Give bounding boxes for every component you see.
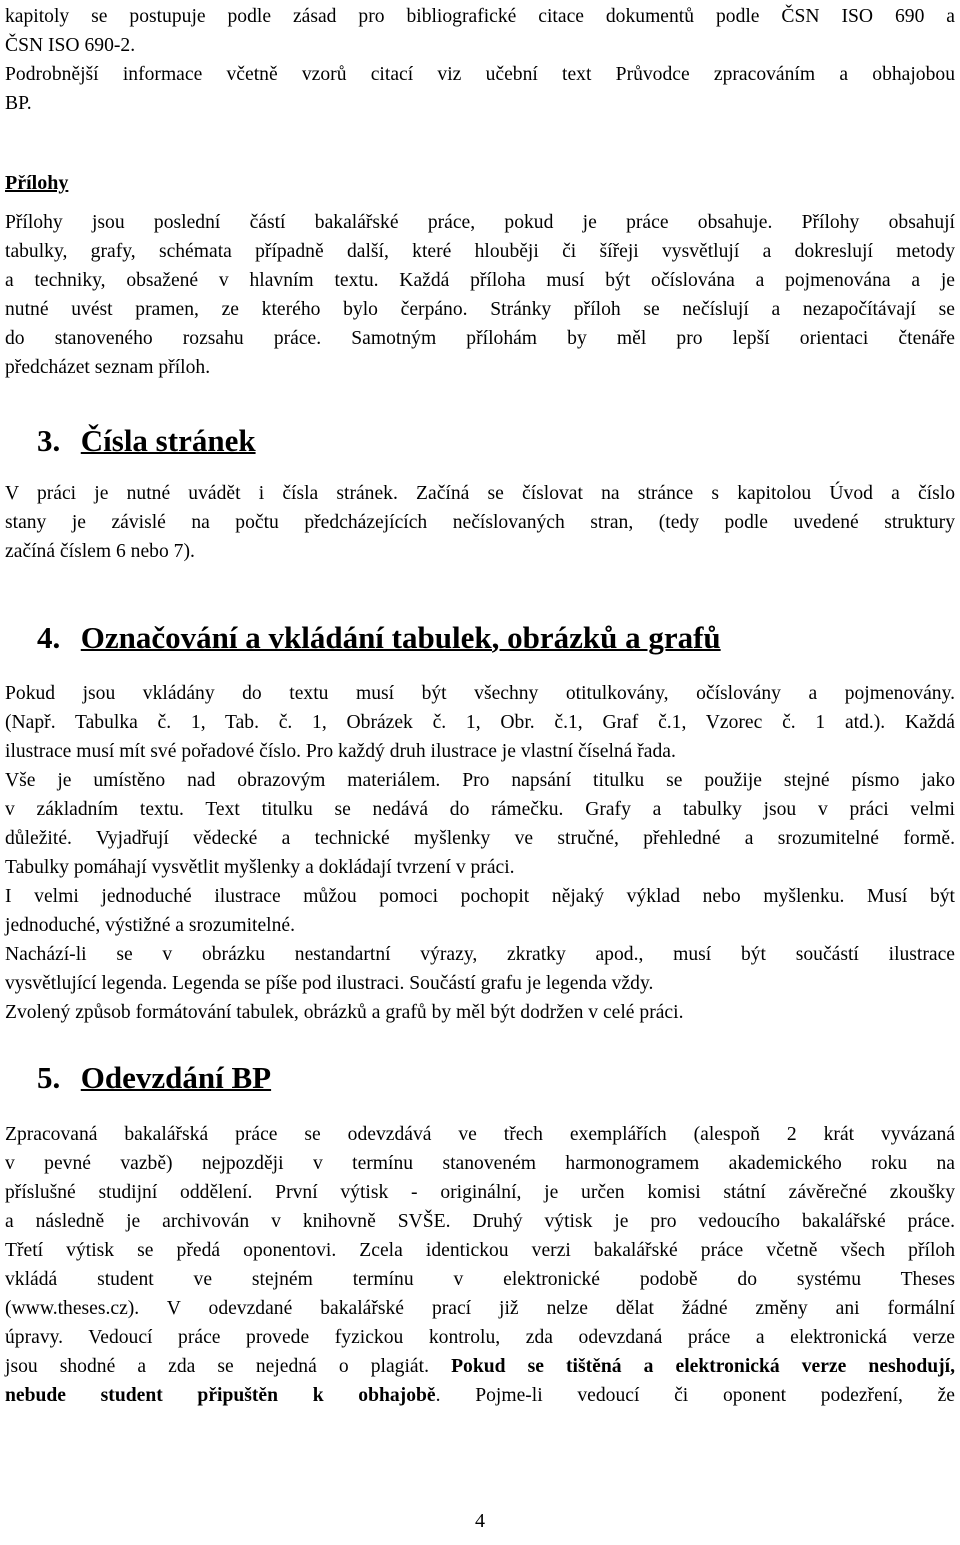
text-line: vysvětlující legenda. Legenda se píše pod ilustraci. Součástí grafu je legenda vždy. [5,973,654,994]
section-number: 5. [37,1060,61,1095]
text-line: Zvolený způsob formátování tabulek, obrázků a grafů by měl být dodržen v celé práci. [5,1002,684,1023]
text-line: začíná číslem 6 nebo 7). [5,541,195,562]
text-line: v pevné vazbě) nejpozději v termínu stanoveném harmonogramem akademického roku na [5,1153,955,1174]
intro-paragraph [5,2,955,118]
text-line: I velmi jednoduché ilustrace můžou pomoci pochopit nějaký výklad nebo myšlenku. Musí být [5,886,955,907]
text-line: důležité. Vyjadřují vědecké a technické myšlenky ve stručné, přehledné a srozumitelné formě. [5,828,955,849]
text-line: Vše je umístěno nad obrazovým materiálem. Pro napsání titulku se použije stejné písmo jako [5,770,955,791]
text-line: (Např. Tabulka č. 1, Tab. č. 1, Obrázek č. 1, Obr. č.1, Graf č.1, Vzorec č. 1 atd.). Každá [5,712,955,733]
bold-text: nebude student připuštěn k obhajobě [5,1385,436,1406]
text-line: Třetí výtisk se předá oponentovi. Zcela identickou verzi bakalářské práce včetně všech příloh [5,1240,955,1261]
text-line: ilustrace musí mít své pořadové číslo. Pro každý druh ilustrace je vlastní číselná řada. [5,741,676,762]
text-line: předcházet seznam příloh. [5,357,211,378]
prilohy-paragraph [5,208,955,382]
text-line: Nachází-li se v obrázku nestandartní výrazy, zkratky apod., musí být součástí ilustrace [5,944,955,965]
section3-paragraph [5,479,955,566]
section-heading-3 [5,423,955,459]
text-line: příslušné studijní oddělení. První výtisk - originální, je určen komisi státní závěrečné zkoušky [5,1182,955,1203]
text-line: Pokud jsou vkládány do textu musí být všechny otitulkovány, očíslovány a pojmenovány. [5,683,955,704]
text-line: Přílohy jsou poslední částí bakalářské práce, pokud je práce obsahuje. Přílohy obsahují [5,212,955,233]
text-line: (www.theses.cz). V odevzdané bakalářské prací již nelze dělat žádné změny ani formální [5,1298,955,1319]
section4-paragraph [5,679,955,1027]
text-line: ČSN ISO 690-2. [5,35,136,56]
text-line: jednoduché, výstižné a srozumitelné. [5,915,296,936]
text-line: a techniky, obsažené v hlavním textu. Každá příloha musí být očíslována a pojmenována a je [5,270,955,291]
text-line [5,1352,955,1381]
text-line: do stanoveného rozsahu práce. Samotným přílohám by měl pro lepší orientaci čtenáře [5,328,955,349]
text-line: kapitoly se postupuje podle zásad pro bibliografické citace dokumentů podle ČSN ISO 690 a [5,6,955,27]
text-line: nutné uvést pramen, ze kterého bylo čerpáno. Stránky příloh se nečíslují a nezapočítávají se [5,299,955,320]
text-run: . Pojme-li vedoucí či oponent podezření, že [435,1385,955,1406]
page-number: 4 [475,1510,485,1532]
section-heading-5 [5,1060,955,1096]
text-line: úpravy. Vedoucí práce provede fyzickou kontrolu, zda odevzdaná práce a elektronická verze [5,1327,955,1348]
section-title: Čísla stránek [80,423,256,458]
document-page [5,2,955,1410]
text-line: a následně je archivován v knihovně SVŠE. Druhý výtisk je pro vedoucího bakalářské práce. [5,1211,955,1232]
text-line: Tabulky pomáhají vysvětlit myšlenky a dokládají tvrzení v práci. [5,857,515,878]
text-line: Zpracovaná bakalářská práce se odevzdává ve třech exemplářích (alespoň 2 krát vyvázaná [5,1124,955,1145]
section-title: Označování a vkládání tabulek, obrázků a grafů [80,620,721,655]
prilohy-heading: Přílohy [5,172,69,194]
section-title: Odevzdání BP [80,1060,272,1095]
text-line: vkládá student ve stejném termínu v elektronické podobě do systému Theses [5,1269,955,1290]
text-line: tabulky, grafy, schémata případně další, které hlouběji či šířeji vysvětlují a dokreslují metody [5,241,955,262]
section-number: 4. [37,620,61,655]
section-heading-4 [5,620,955,656]
text-line: V práci je nutné uvádět i čísla stránek. Začíná se číslovat na stránce s kapitolou Úvod a číslo [5,483,955,504]
bold-text: Pokud se tištěná a elektronická verze neshodují, [451,1356,955,1377]
text-line: v základním textu. Text titulku se nedává do rámečku. Grafy a tabulky jsou v práci velmi [5,799,955,820]
text-line: BP. [5,93,32,114]
text-run: jsou shodné a zda se nejedná o plagiát. [5,1356,452,1377]
section5-paragraph [5,1120,955,1410]
text-line: stany je závislé na počtu předcházejících nečíslovaných stran, (tedy podle uvedené struktury [5,512,955,533]
text-line: Podrobnější informace včetně vzorů citací viz učební text Průvodce zpracováním a obhajobou [5,64,955,85]
section-number: 3. [37,423,61,458]
text-line [5,1381,955,1410]
